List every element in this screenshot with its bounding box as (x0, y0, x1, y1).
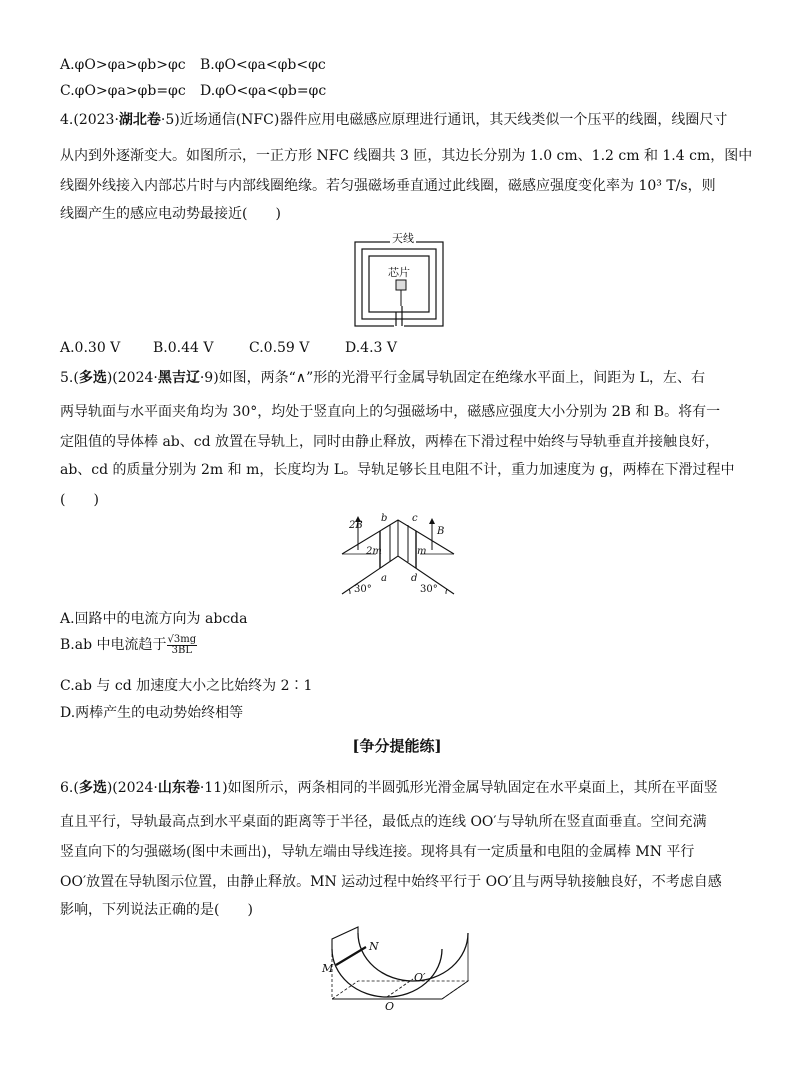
point-d-label: d (411, 573, 418, 584)
q4-source: 湖北卷 (118, 112, 161, 128)
q6-stem-line5: 影响，下列说法正确的是( ) (60, 902, 253, 918)
point-o-label: O (385, 1000, 395, 1013)
q5-option-b: B.ab 中电流趋于 $\frac{√3mg}{3BL}$ (60, 633, 197, 656)
q6-stem-line2: 直且平行，导轨最高点到水平桌面的距离等于半径，最低点的连线 OO′与导轨所在竖直面垂直。空间充满 (60, 814, 707, 830)
point-c-label: c (412, 513, 418, 524)
angle-right-label: 30° (420, 584, 438, 595)
q4-stem-line1: 4.(2023·湖北卷·5)近场通信(NFC)器件应用电磁感应原理进行通讯，其天线类似一个压平的线圈，线圈尺寸 (60, 112, 728, 128)
q6-stem-line1: 6.(多选)(2024·山东卷·11)如图所示，两条相同的半圆弧形光滑金属导轨固定在水平桌面上，其所在平面竖 (60, 780, 718, 796)
field-b-label: B (437, 526, 445, 537)
q3-option-b: B.φO<φa<φb<φc (200, 57, 326, 73)
q5-option-d: D.两棒产生的电动势始终相等 (60, 705, 244, 721)
field-2b-label: 2B (349, 520, 363, 531)
q4-stem-line2: 从内到外逐渐变大。如图所示，一正方形 NFC 线圈共 3 匝，其边长分别为 1.0 cm、1.2 cm 和 1.4 cm，图中 (60, 148, 753, 164)
q5-stem-line1: 5.(多选)(2024·黑吉辽·9)如图，两条“∧”形的光滑平行金属导轨固定在绝缘水平面上，间距为 L，左、右 (60, 370, 705, 386)
q5-source: 黑吉辽 (157, 370, 200, 386)
q4-option-d: D.4.3 V (345, 340, 398, 356)
q3-option-a: A.φO>φa>φb>φc (60, 57, 186, 73)
q6-source: 山东卷 (157, 780, 200, 796)
mass-m-label: m (417, 546, 427, 557)
q4-option-a: A.0.30 V (60, 340, 121, 356)
point-a-label: a (381, 573, 387, 584)
angle-left-label: 30° (354, 584, 372, 595)
section-heading: [争分提能练] (352, 737, 442, 755)
q4-option-c: C.0.59 V (249, 340, 310, 356)
q5-stem-line5: ( ) (60, 492, 99, 508)
point-b-label: b (381, 513, 388, 524)
q3-option-c: C.φO>φa>φb=φc (60, 83, 186, 99)
q5-stem-line3: 定阻值的导体棒 ab、cd 放置在导轨上，同时由静止释放，两棒在下滑过程中始终与导轨垂直并接触良好， (60, 434, 720, 450)
q5-option-b-fraction: $\frac{√3mg}{3BL}$ (167, 633, 197, 656)
q5-stem-line4: ab、cd 的质量分别为 2m 和 m，长度均为 L。导轨足够长且电阻不计，重力加速度为 g，两棒在下滑过程中 (60, 462, 735, 478)
antenna-label: 天线 (392, 232, 414, 245)
q3-option-d: D.φO<φa<φb=φc (200, 83, 327, 99)
q5-option-a: A.回路中的电流方向为 abcda (60, 611, 248, 627)
q4-option-b: B.0.44 V (153, 340, 214, 356)
chip-label: 芯片 (388, 266, 410, 279)
q4-stem-line3: 线圈外线接入内部芯片时与内部线圈绝缘。若匀强磁场垂直通过此线圈，磁感应强度变化率为 10³ T/s，则 (60, 178, 716, 194)
q5-stem-line2: 两导轨面与水平面夹角均为 30°，均处于竖直向上的匀强磁场中，磁感应强度大小分别为 2B 和 B。将有一 (60, 404, 721, 420)
q4-stem-line4: 线圈产生的感应电动势最接近( ) (60, 206, 281, 222)
point-o-prime-label: O′ (414, 971, 426, 984)
rod-n-label: N (369, 940, 379, 953)
rod-m-label: M (322, 962, 334, 975)
q5-option-c: C.ab 与 cd 加速度大小之比始终为 2∶1 (60, 678, 313, 694)
semicircle-rails-figure (318, 925, 478, 1015)
mass-2m-label: 2m (366, 546, 382, 557)
q6-stem-line3: 竖直向下的匀强磁场(图中未画出)，导轨左端由导线连接。现将具有一定质量和电阻的金属棒 MN 平行 (60, 844, 695, 860)
q6-stem-line4: OO′放置在导轨图示位置，由静止释放。MN 运动过程中始终平行于 OO′且与两导轨接触良好，不考虑自感 (60, 874, 722, 890)
